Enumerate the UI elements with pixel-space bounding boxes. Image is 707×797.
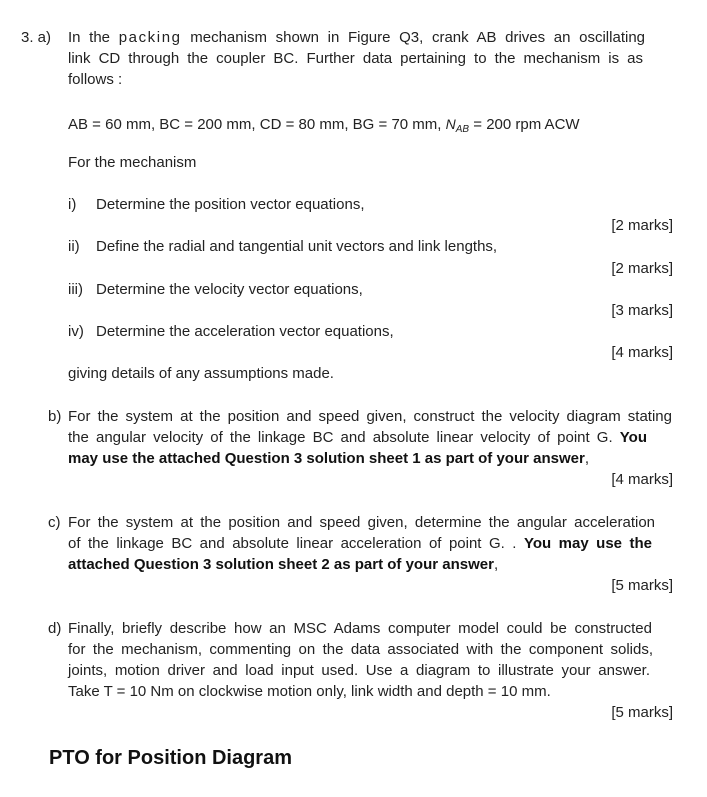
part-c-line-3-bold: attached Question 3 solution sheet 2 as part of your answer (68, 556, 494, 573)
item-2-text: Define the radial and tangential unit vectors and link lengths, (96, 238, 498, 255)
data-n-sub: AB (455, 124, 470, 135)
pto-heading: PTO for Position Diagram (49, 747, 292, 769)
item-1-num: i) (68, 196, 77, 213)
part-c-line-2-bold: You may use the (523, 535, 653, 552)
item-4-text: Determine the acceleration vector equations, (96, 323, 394, 340)
data-line-post: = 200 rpm ACW (473, 116, 580, 133)
data-line (68, 114, 580, 140)
part-b-line-1: For the system at the position and speed given, construct the velocity diagram stating (68, 408, 672, 425)
part-c-line-3-post: , (493, 556, 499, 573)
part-b-line-3-post: , (584, 450, 589, 467)
item-3-num: iii) (68, 281, 83, 298)
part-a-line-1 (68, 28, 645, 48)
item-4-marks: [4 marks] (611, 344, 673, 361)
part-a-line-3: follows : (68, 71, 123, 88)
item-1-text: Determine the position vector equations, (96, 196, 365, 213)
part-b-marks: [4 marks] (611, 471, 673, 488)
part-b-num: b) (48, 408, 62, 425)
part-c-line-3 (68, 555, 498, 575)
assumptions-line: giving details of any assumptions made. (68, 365, 334, 382)
part-c-marks: [5 marks] (611, 577, 673, 594)
part-d-marks: [5 marks] (611, 704, 673, 721)
part-d-line-1: Finally, briefly describe how an MSC Adams computer model could be constructed (68, 620, 652, 637)
question-number: 3. a) (21, 29, 52, 46)
part-b-line-2-pre: the angular velocity of the linkage BC and absolute linear velocity of point G. (68, 429, 613, 446)
data-line-pre: AB = 60 mm, BC = 200 mm, CD = 80 mm, BG = 70 mm, (68, 116, 442, 133)
part-d-line-2: for the mechanism, commenting on the data associated with the component solids, (68, 641, 653, 658)
part-a-line-1-pre: In the (68, 29, 111, 46)
part-c-line-2-pre: of the linkage BC and absolute linear acceleration of point G. . (68, 535, 517, 552)
item-2-num: ii) (68, 238, 80, 255)
part-a-line-2: link CD through the coupler BC. Further data pertaining to the mechanism is as (68, 50, 643, 67)
part-d-line-3: joints, motion driver and load input used. Use a diagram to illustrate your answer. (68, 662, 650, 679)
part-c-num: c) (48, 514, 61, 531)
part-a-line-1-word: packing (118, 29, 182, 46)
item-2-marks: [2 marks] (611, 260, 673, 277)
part-b-line-2 (68, 428, 647, 448)
part-b-line-3-bold: may use the attached Question 3 solution sheet 1 as part of your answer (68, 450, 585, 467)
for-mechanism: For the mechanism (68, 154, 197, 171)
data-n: N (445, 116, 456, 132)
part-d-num: d) (48, 620, 62, 637)
part-b-line-2-bold: You (619, 429, 647, 446)
part-c-line-2 (68, 534, 652, 554)
item-3-marks: [3 marks] (611, 302, 673, 319)
part-a-line-1-post: mechanism shown in Figure Q3, crank AB drives an oscillating (190, 29, 645, 46)
part-c-line-1: For the system at the position and speed given, determine the angular acceleration (68, 514, 655, 531)
part-b-line-3 (68, 449, 589, 469)
part-d-line-4: Take T = 10 Nm on clockwise motion only, link width and depth = 10 mm. (68, 683, 551, 700)
item-4-num: iv) (68, 323, 84, 340)
item-3-text: Determine the velocity vector equations, (96, 281, 363, 298)
item-1-marks: [2 marks] (611, 217, 673, 234)
